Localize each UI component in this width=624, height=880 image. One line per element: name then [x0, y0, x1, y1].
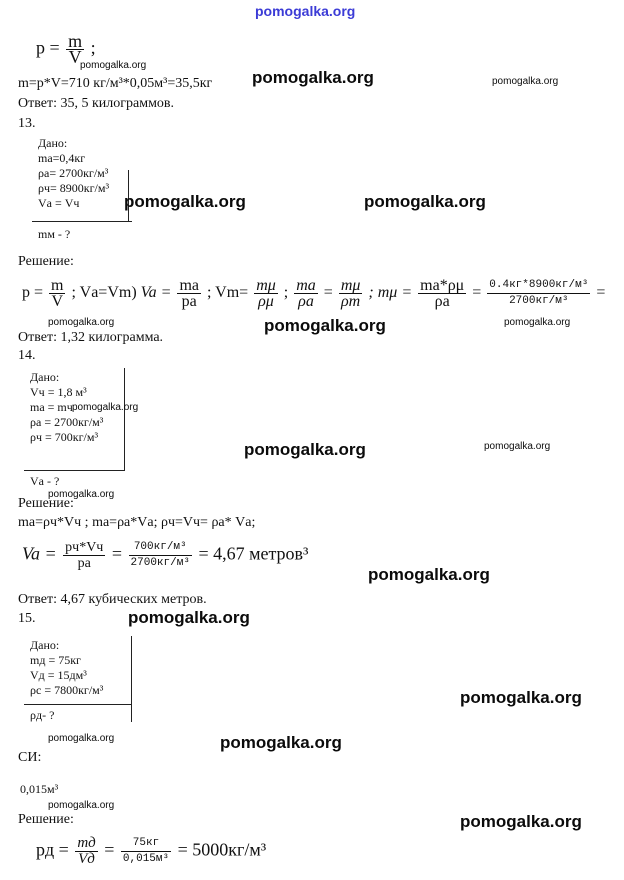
fraction	[294, 278, 318, 309]
solution-label-13: Решение:	[18, 254, 74, 269]
fraction-denominator: ρm	[341, 293, 361, 310]
fraction-numerator: ma	[179, 277, 199, 294]
si-label: СИ:	[18, 750, 42, 765]
fraction-denominator: 0,015м³	[122, 853, 170, 865]
fraction-denominator: ρa	[298, 293, 314, 310]
watermark: pomogalka.org	[364, 192, 486, 211]
fraction-denominator: V	[68, 47, 82, 67]
watermark-top: pomogalka.org	[255, 3, 356, 19]
watermark: pomogalka.org	[264, 316, 386, 335]
given-item: ρа= 2700кг/м³	[38, 166, 109, 180]
given-block-13	[38, 136, 109, 211]
fraction	[487, 278, 590, 309]
formula-13: p = $\frac{m}{V}$ ; Vа=Vm) Va = $\frac{ma}{pa}$ ; Vm= $\frac{m\mu}{\rho\mu}$ ; $\frac{ma}{\rho a}$ = $\frac{m\mu}{\rho m}$ ; mμ = $\frac{ma*\rho\mu}{\rho a}$ = $\frac{\text{0.4кг*8900кг/м³}}{\text{2700кг/м³}}$ =	[22, 277, 606, 310]
divider	[124, 368, 125, 470]
given-item: mд = 75кг	[30, 653, 81, 667]
fraction-denominator: Vд	[78, 851, 95, 867]
formula-result: = 5000кг/м³	[177, 839, 267, 860]
watermark-small: pomogalka.org	[504, 317, 571, 328]
given-item: ρч = 700кг/м³	[30, 430, 99, 444]
fraction-numerator: ma*ρμ	[420, 277, 465, 294]
fraction	[254, 278, 278, 309]
divider	[32, 221, 132, 222]
fraction-denominator: pa	[181, 293, 197, 310]
fraction	[418, 278, 466, 309]
watermark-small: pomogalka.org	[48, 317, 115, 328]
fraction	[339, 278, 363, 309]
watermark: pomogalka.org	[460, 688, 582, 707]
problem-number-14: 14.	[18, 348, 36, 363]
watermark-small: pomogalka.org	[72, 402, 139, 413]
given-item: Vд = 15дм³	[30, 668, 87, 682]
watermark-small: pomogalka.org	[484, 441, 551, 452]
formula-part: ; Vm=	[207, 284, 249, 302]
given-title: Дано:	[38, 136, 68, 150]
si-value: 0,015м³	[20, 782, 59, 796]
formula-part: Va =	[140, 284, 172, 302]
watermark-small: pomogalka.org	[48, 800, 115, 811]
given-title: Дано:	[30, 370, 60, 384]
mass-calculation: m=p*V=710 кг/м³*0,05м³=35,5кг	[18, 76, 213, 91]
watermark: pomogalka.org	[460, 812, 582, 831]
formula-15: pд = $\frac{mд}{Vд}$ = $\frac{75кг}{\text{0,015м³}}$ = 5000кг/м³	[36, 835, 267, 867]
solution-label-14: Решение:	[18, 496, 74, 511]
fraction-numerator: 0.4кг*8900кг/м³	[487, 278, 590, 294]
answer-13: Ответ: 1,32 килограмма.	[18, 330, 164, 345]
formula-part: ; mμ =	[368, 284, 413, 302]
fraction-numerator: m	[51, 277, 64, 294]
watermark-small: pomogalka.org	[48, 489, 115, 500]
given-title: Дано:	[30, 638, 60, 652]
watermark: pomogalka.org	[244, 440, 366, 459]
fraction	[121, 836, 171, 867]
watermark-small: pomogalka.org	[48, 733, 115, 744]
formula-part: =	[596, 284, 606, 302]
divider	[131, 636, 132, 722]
formula-14: Va = $\frac{pч*Vч}{pa}$ = $\frac{\text{700кг/м³}}{\text{2700кг/м³}}$ = 4,67 метров³	[22, 540, 309, 571]
given-block-15	[30, 638, 103, 698]
formula-tail: ;	[90, 37, 96, 58]
fraction-denominator: ρμ	[258, 293, 274, 310]
given-item: ρа = 2700кг/м³	[30, 415, 104, 429]
fraction-numerator: 75кг	[121, 836, 171, 852]
formula-part: p =	[22, 284, 44, 302]
answer-14: Ответ: 4,67 кубических метров.	[18, 592, 207, 607]
find-15: ρд- ?	[30, 708, 55, 722]
watermark: pomogalka.org	[220, 733, 342, 752]
fraction	[177, 278, 201, 309]
watermark: pomogalka.org	[368, 565, 490, 584]
watermark-small: pomogalka.org	[80, 60, 147, 71]
fraction-denominator: 2700кг/м³	[130, 557, 190, 569]
fraction-numerator: pч*Vч	[65, 540, 104, 555]
fraction-numerator: ma	[296, 277, 316, 294]
formula-part: Va =	[22, 543, 57, 564]
fraction-numerator: mд	[77, 835, 96, 851]
given-item: ρч= 8900кг/м³	[38, 181, 110, 195]
fraction-numerator: mμ	[256, 277, 276, 294]
given-item: Vч = 1,8 м³	[30, 385, 87, 399]
formula-part: pд =	[36, 839, 69, 860]
watermark-small: pomogalka.org	[492, 76, 559, 87]
fraction	[63, 540, 105, 571]
problem-number-15: 15.	[18, 611, 36, 626]
fraction	[75, 836, 97, 867]
fraction-numerator: mμ	[340, 277, 361, 294]
fraction-denominator: pa	[77, 556, 91, 571]
formula-part: ; Vа=Vm)	[71, 284, 137, 302]
divider	[24, 704, 132, 705]
watermark: pomogalka.org	[252, 68, 374, 87]
solution-line-14: mа=ρч*Vч ; mа=ρа*Vа; ρч=Vч= ρа* Vа;	[18, 515, 256, 530]
fraction	[49, 278, 65, 309]
fraction-numerator: 700кг/м³	[129, 540, 192, 556]
given-item: mа=0,4кг	[38, 151, 86, 165]
find-13: mм - ?	[38, 227, 71, 241]
fraction	[129, 540, 192, 571]
watermark: pomogalka.org	[128, 608, 250, 627]
answer-12: Ответ: 35, 5 килограммов.	[18, 96, 175, 111]
solution-label-15: Решение:	[18, 812, 74, 827]
fraction-numerator: m	[68, 31, 83, 51]
fraction-denominator: 2700кг/м³	[509, 295, 569, 307]
find-14: Vа - ?	[30, 474, 60, 488]
formula-lhs: p =	[36, 37, 60, 58]
fraction-denominator: V	[51, 293, 64, 310]
given-item: mа = mч	[30, 400, 73, 414]
formula-result: = 4,67 метров³	[198, 543, 309, 564]
divider	[24, 470, 125, 471]
problem-number-13: 13.	[18, 116, 36, 131]
fraction-denominator: ρa	[434, 293, 450, 310]
given-item: Vа = Vч	[38, 196, 80, 210]
given-item: ρс = 7800кг/м³	[30, 683, 104, 697]
watermark: pomogalka.org	[124, 192, 246, 211]
